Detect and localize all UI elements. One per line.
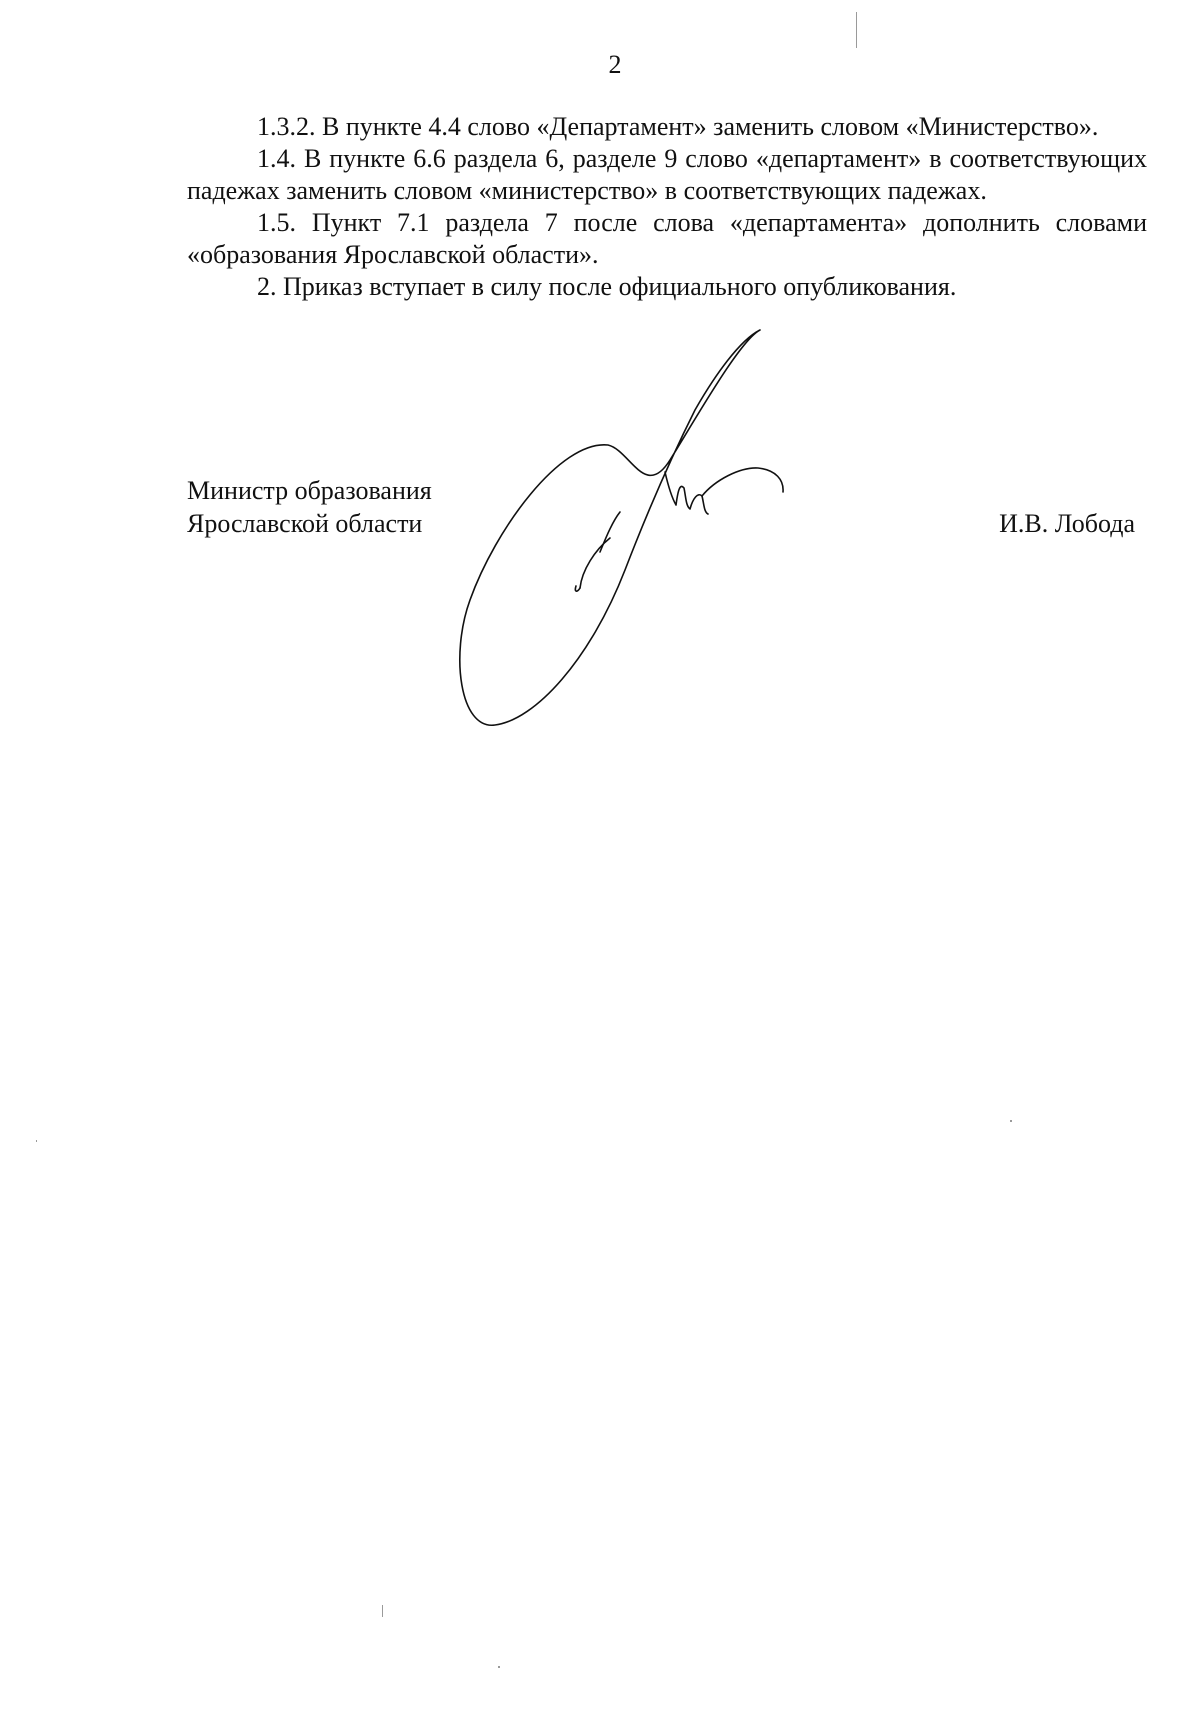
signer-name: И.В. Лобода: [999, 509, 1135, 538]
scan-artifact-dot-4: [36, 1140, 37, 1142]
signer-position-line-1: Министр образования: [187, 476, 432, 505]
paragraph-1-4: 1.4. В пункте 6.6 раздела 6, разделе 9 слово «департамент» в соответствующих падежах заменить словом «министерство» в соответствующих падежах.: [187, 144, 1147, 205]
document-body: [187, 111, 1147, 303]
paragraph-1-3-2: 1.3.2. В пункте 4.4 слово «Департамент» заменить словом «Министерство».: [257, 112, 1099, 141]
signer-position-line-2: Ярославской области: [187, 509, 423, 538]
scan-artifact-dot-1: [1010, 1120, 1012, 1122]
paragraph-2: 2. Приказ вступает в силу после официального опубликования.: [257, 272, 957, 301]
paragraph-1-5: 1.5. Пункт 7.1 раздела 7 после слова «департамента» дополнить словами «образования Ярославской области».: [187, 208, 1147, 269]
scan-artifact-dot-3: [498, 1666, 500, 1668]
scan-artifact-dot-2: [382, 1605, 383, 1617]
signer-position: [187, 474, 432, 540]
scan-artifact-top: [856, 12, 857, 48]
page-number: 2: [608, 50, 622, 79]
handwritten-signature: [440, 300, 800, 740]
